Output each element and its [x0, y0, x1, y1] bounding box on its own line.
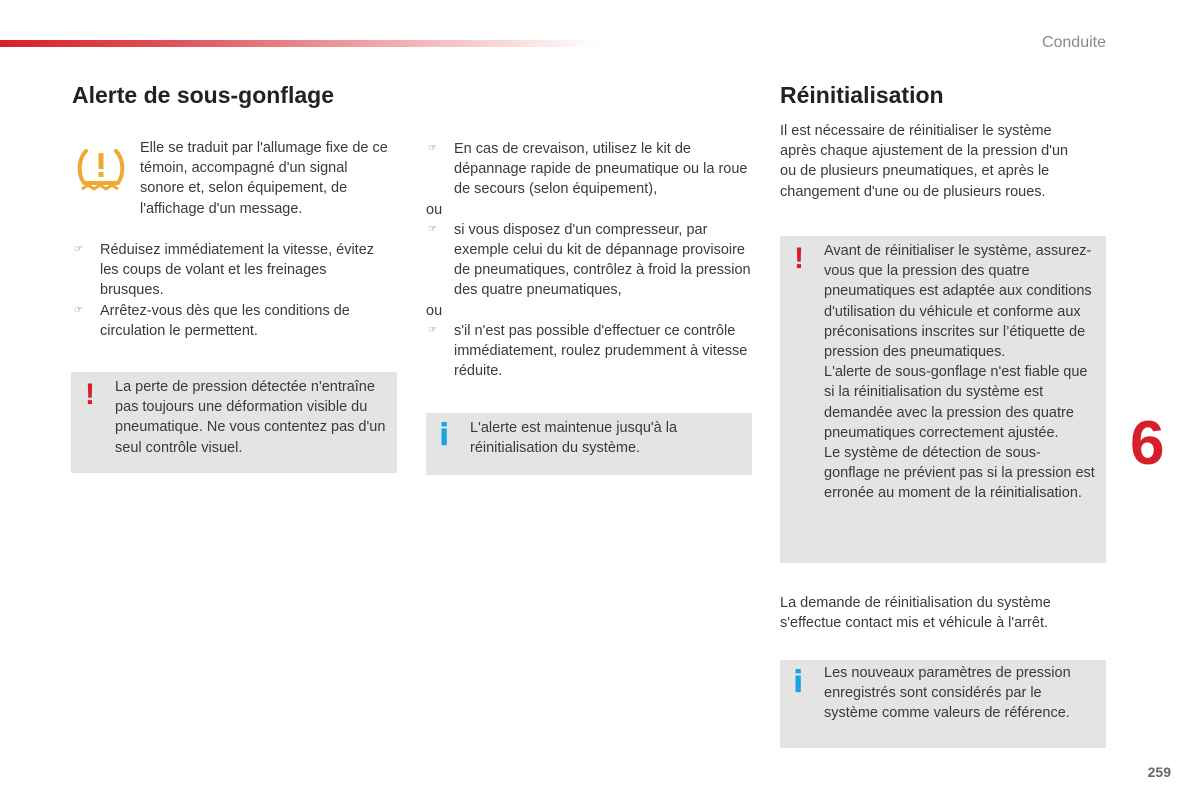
right-request-text: La demande de réinitialisation du système s'effectue contact mis et véhicule à l'arrêt. — [780, 595, 1051, 632]
left-title: Alerte de sous-gonflage — [72, 82, 334, 108]
left-intro: Elle se traduit par l'allumage fixe de ce témoin, accompagné d'un signal sonore et, selon équipement, de l'affichage d'un message. — [140, 140, 388, 217]
right-intro: Il est nécessaire de réinitialiser le système après chaque ajustement de la pression d'un ou de plusieurs pneumatiques, et après le changement d'une ou de plusieurs roues. — [780, 123, 1069, 200]
chapter-number: 6 — [1130, 409, 1165, 478]
warning-paragraph: L'alerte de sous-gonflage n'est fiable que si la réinitialisation du système est demandée avec la pression des quatre pneumatiques correctement ajustée. — [824, 364, 1088, 441]
list-item — [426, 220, 756, 301]
exclamation-icon: ! — [85, 378, 95, 411]
right-warning-text — [824, 241, 1096, 504]
pointing-hand-icon: ☞ — [74, 244, 83, 255]
right-warning-box — [780, 236, 1106, 563]
exclamation-icon: ! — [794, 242, 804, 275]
info-icon: i — [793, 665, 804, 700]
list-item: ou — [426, 302, 443, 319]
page-number: 259 — [1147, 764, 1171, 780]
right-title: Réinitialisation — [780, 82, 944, 108]
middle-bullet-list — [426, 139, 756, 381]
pointing-hand-icon: ☞ — [74, 304, 83, 316]
info-icon: i — [439, 418, 450, 453]
list-item — [72, 301, 392, 341]
middle-info-box — [426, 413, 752, 475]
middle-info-text: L'alerte est maintenue jusqu'à la réinitialisation du système. — [470, 420, 678, 457]
left-warning-box — [71, 372, 397, 473]
warning-paragraph: Avant de réinitialiser le système, assurez-vous que la pression des quatre pneumatiques est adaptée aux conditions d'utilisation du véhicule et conforme aux préconisations inscrites sur l’étiquette de pression des pneumatiques. — [824, 243, 1092, 361]
right-info-text: Les nouveaux paramètres de pression enregistrés sont considérés par le système comme valeurs de référence. — [824, 665, 1071, 722]
pointing-hand-icon: ☞ — [428, 223, 437, 235]
list-item — [426, 139, 756, 200]
list-item — [426, 321, 756, 382]
list-item: ou — [426, 201, 443, 218]
warning-paragraph: Le système de détection de sous-gonflage ne prévient pas si la pression est erronée au moment de la réinitialisation. — [824, 445, 1095, 502]
pointing-hand-icon: ☞ — [428, 143, 437, 154]
header-accent-bar — [0, 40, 600, 47]
list-item-text: si vous disposez d'un compresseur, par exemple celui du kit de dépannage provisoire de pneumatiques, contrôlez à froid la pression des quatre pneumatiques, — [454, 221, 751, 299]
list-item — [72, 240, 392, 301]
right-info-box — [780, 660, 1106, 748]
tire-pressure-warning-icon — [74, 145, 128, 195]
left-warning-text: La perte de pression détectée n'entraîne pas toujours une déformation visible du pneumatique. Ne vous contentez pas d'un seul contrôle visuel. — [115, 379, 386, 456]
list-item-text: Réduisez immédiatement la vitesse, évitez les coups de volant et les freinages brusques. — [100, 242, 375, 299]
list-item-text: s'il n'est pas possible d'effectuer ce contrôle immédiatement, roulez prudemment à vitesse réduite. — [454, 322, 748, 380]
list-item-text: Arrêtez-vous dès que les conditions de circulation le permettent. — [100, 302, 350, 339]
pointing-hand-icon: ☞ — [428, 324, 437, 336]
list-item-text: En cas de crevaison, utilisez le kit de dépannage rapide de pneumatique ou la roue de secours (selon équipement), — [454, 141, 748, 198]
left-bullet-list — [72, 240, 392, 341]
section-label: Conduite — [1041, 34, 1106, 51]
